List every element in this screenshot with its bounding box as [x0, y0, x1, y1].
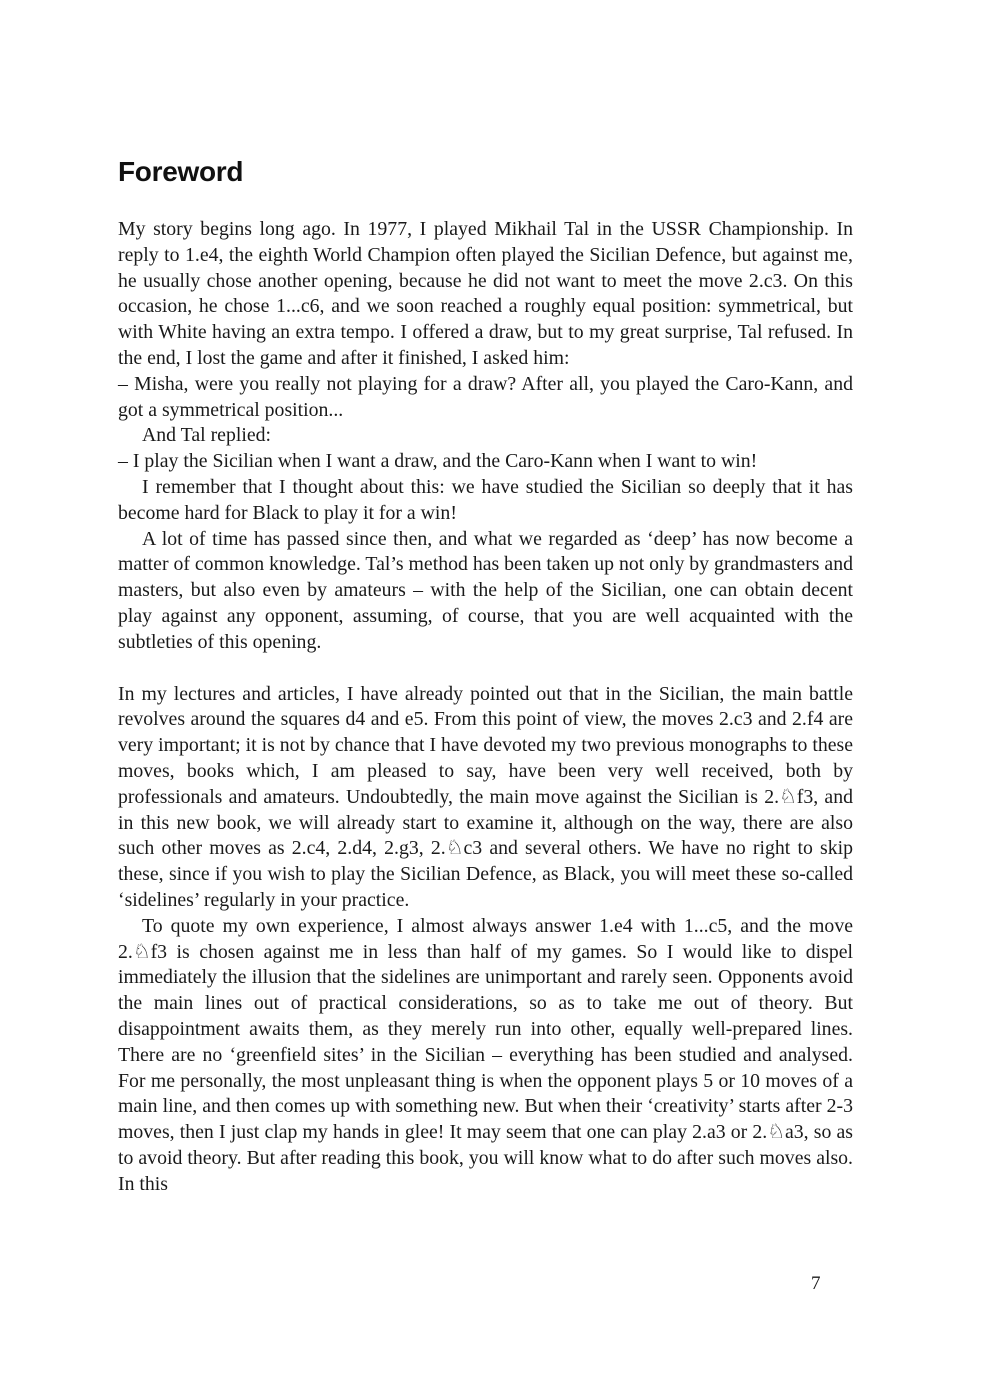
paragraph-time-passed: A lot of time has passed since then, and what we regarded as ‘deep’ has now become a matter of common knowledge. Tal’s method has been taken up not only by grandmasters and masters, but also even by amateurs – with the help of the Sicilian, one can obtain decent play against any opponent, assuming, of course, that you are well acquainted with the subtleties of this opening. [118, 527, 853, 653]
body-text [118, 217, 853, 1197]
paragraph-tal-replied: And Tal replied: [142, 424, 271, 447]
paragraph-lectures: In my lectures and articles, I have already pointed out that in the Sicilian, the main battle revolves around the squares d4 and e5. From this point of view, the moves 2.c3 and 2.f4 are very important; it is not by chance that I have devoted my two previous monographs to these moves, books which, I am pleased to say, have been very well received, both by professionals and amateurs. Undoubtedly, the main move against the Sicilian is 2.♘f3, and in this new book, we will already start to examine it, although on the way, there are also such other moves as 2.c4, 2.d4, 2.g3, 2.♘c3 and several others. We have no right to skip these, since if you wish to play the Sicilian Defence, as Black, you will meet these so-called ‘sidelines’ regularly in your practice. [118, 682, 853, 911]
paragraph-remember: I remember that I thought about this: we have studied the Sicilian so deeply that it has become hard for Black to play it for a win! [118, 475, 853, 524]
paragraph-story-intro: My story begins long ago. In 1977, I played Mikhail Tal in the USSR Championship. In reply to 1.e4, the eighth World Champion often played the Sicilian Defence, but against me, he usually chose another opening, because he did not want to meet the move 2.c3. On this occasion, he chose 1...c6, and we soon reached a roughly equal position: symmetrical, but with White having an extra tempo. I offered a draw, but to my great surprise, Tal refused. In the end, I lost the game and after it finished, I asked him: [118, 218, 853, 369]
chapter-heading: Foreword [118, 156, 244, 187]
paragraph-question: – Misha, were you really not playing for a draw? After all, you played the Caro-Kann, and got a symmetrical position... [118, 372, 853, 421]
page-number: 7 [811, 1273, 821, 1294]
paragraph-tal-answer: – I play the Sicilian when I want a draw, and the Caro-Kann when I want to win! [118, 450, 758, 473]
paragraph-experience: To quote my own experience, I almost always answer 1.e4 with 1...c5, and the move 2.♘f3 is chosen against me in less than half of my games. So I would like to dispel immediately the illusion that the sidelines are unimportant and rarely seen. Opponents avoid the main lines out of practical considerations, so as to take me out of theory. But disappointment awaits them, as they merely run into other, equally well-prepared lines. There are no ‘greenfield sites’ in the Sicilian – everything has been studied and analysed. For me personally, the most unpleasant thing is when the opponent plays 5 or 10 moves of a main line, and then comes up with something new. But when their ‘creativity’ starts after 2-3 moves, then I just clap my hands in glee! It may seem that one can play 2.a3 or 2.♘a3, so as to avoid theory. But after reading this book, you will know what to do after such moves also. In this [118, 914, 853, 1195]
